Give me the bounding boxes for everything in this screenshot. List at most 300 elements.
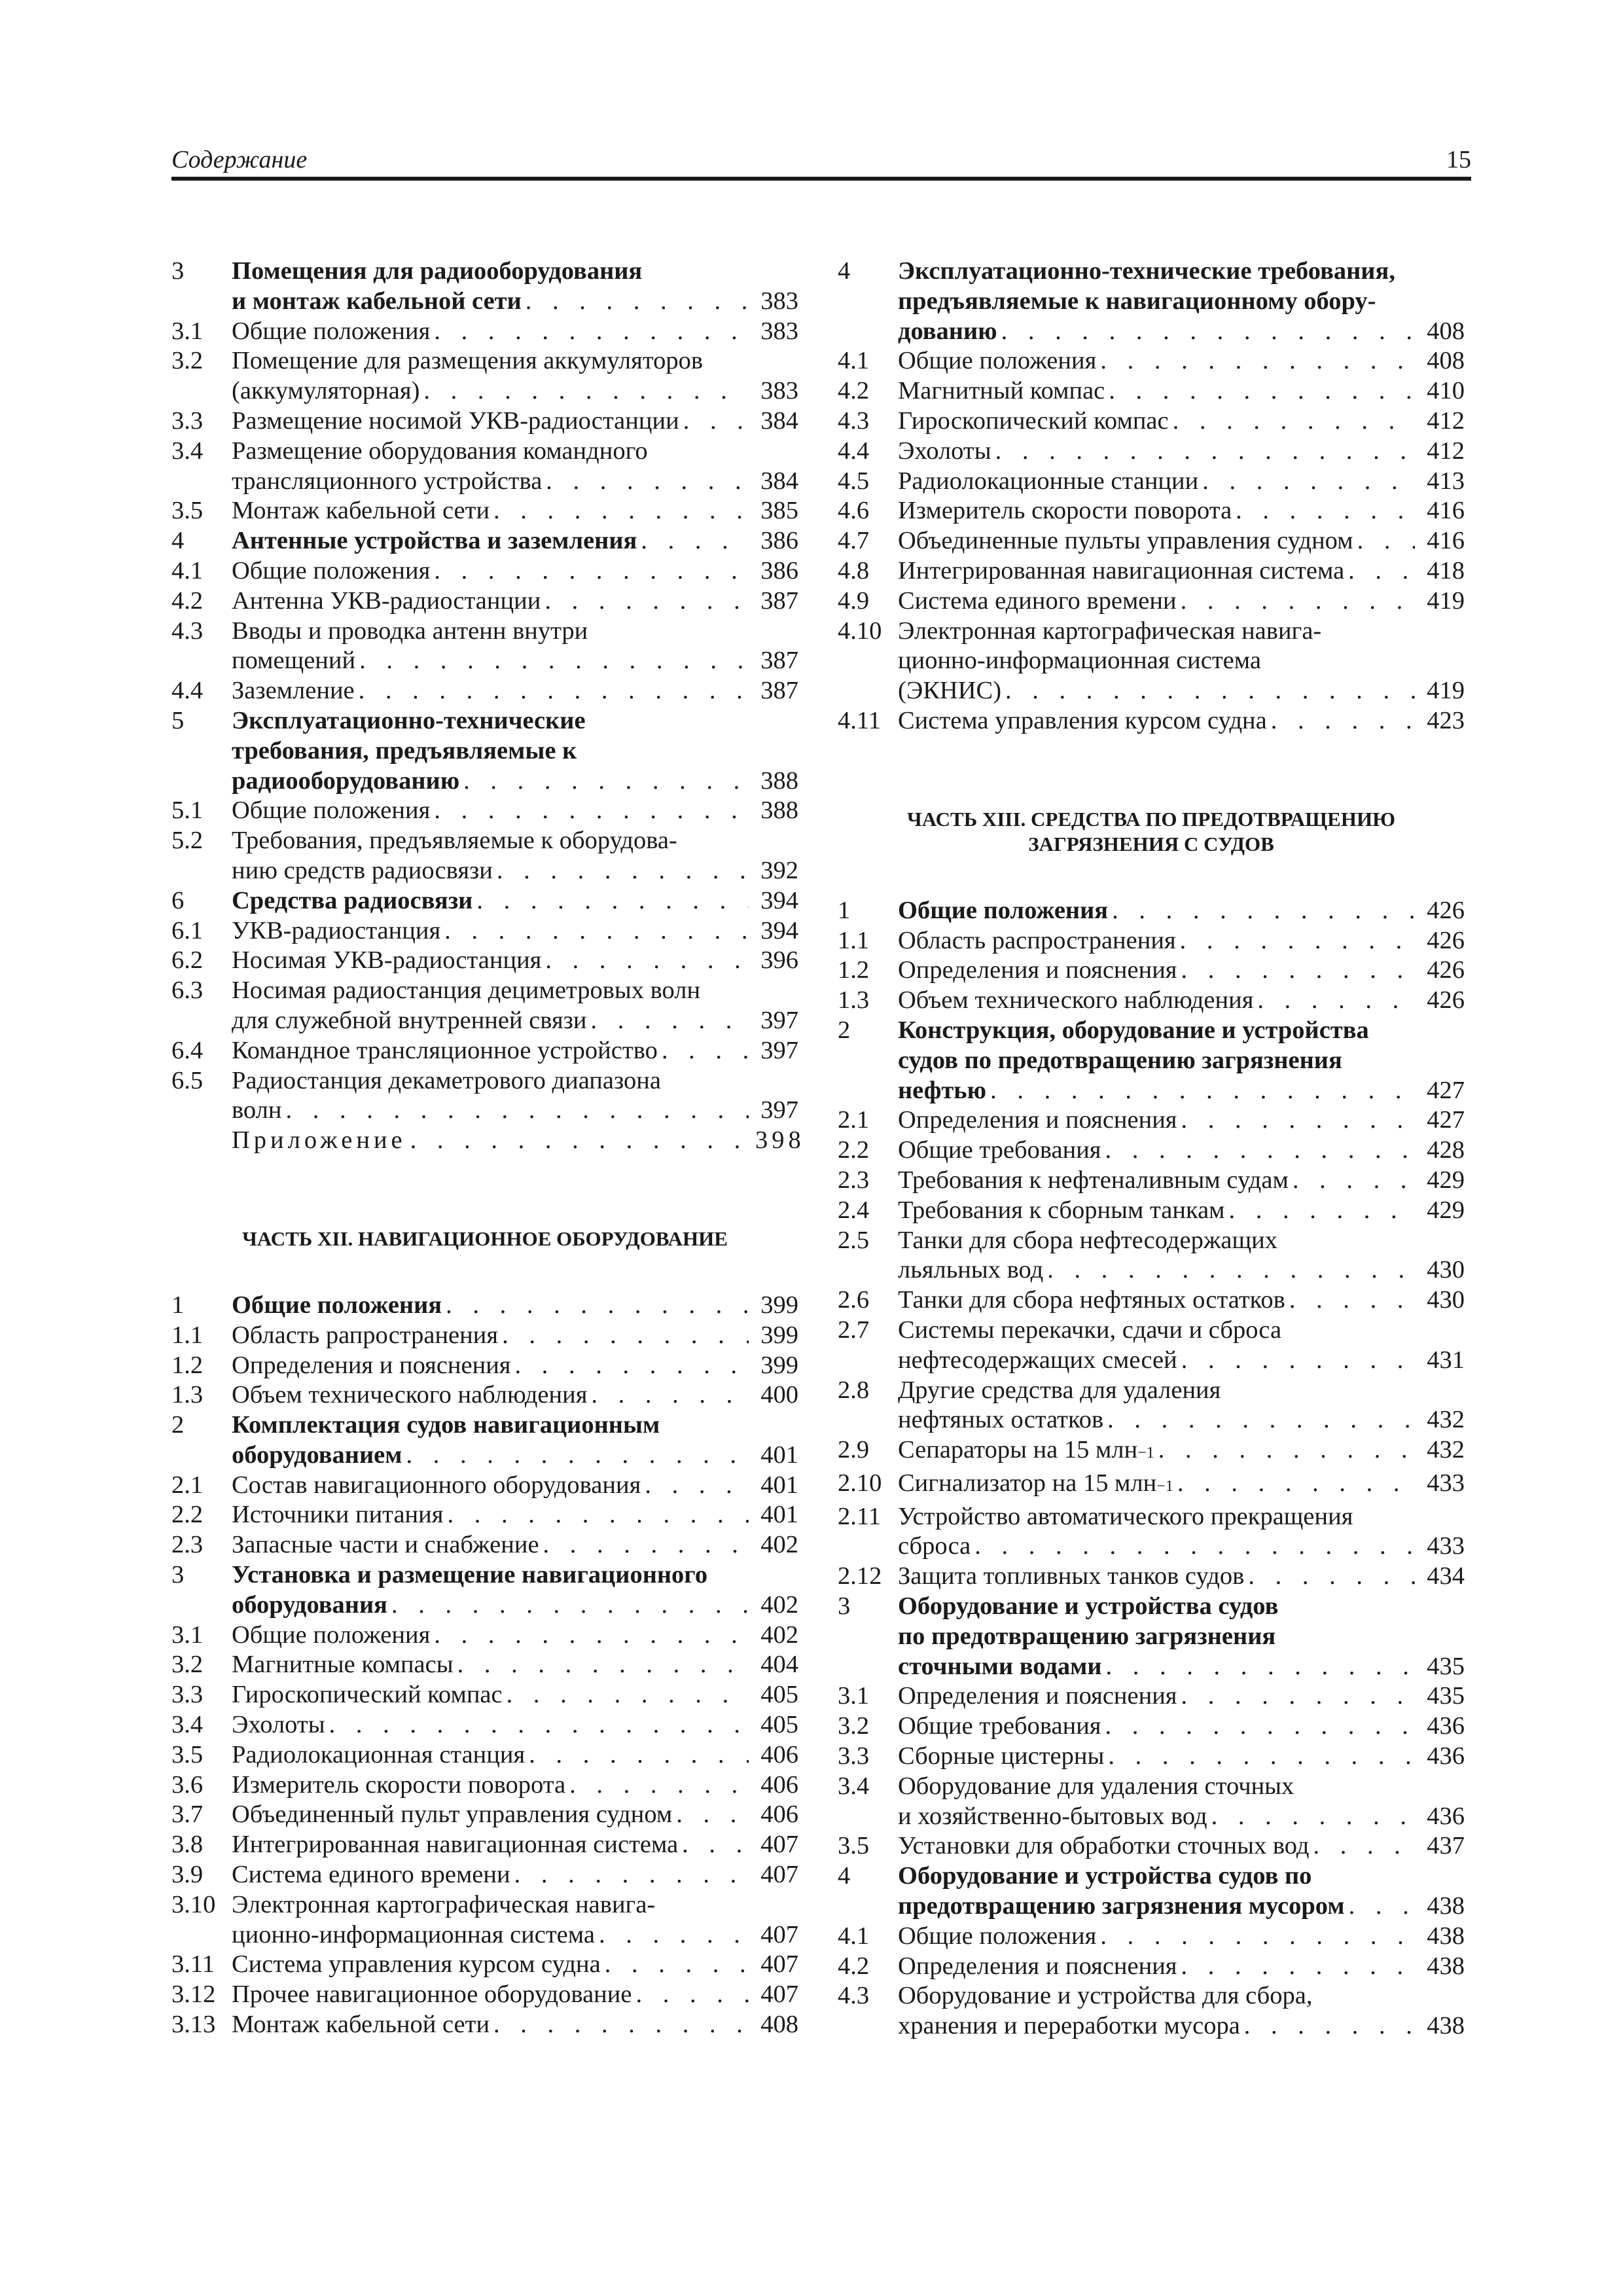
entry-title-text: Установки для обработки сточных вод [898,1832,1310,1860]
page-ref: 407 [760,1920,798,1948]
entry-title [898,257,1465,346]
page-ref: 387 [760,647,798,675]
toc-entry [171,1036,798,1066]
entry-title-text: Общие положения [232,317,431,345]
entry-title [232,2010,798,2040]
entry-title-last-line [232,376,798,406]
toc-entry [838,1316,1465,1376]
dot-leader [1248,1562,1415,1592]
dot-leader [1313,1831,1415,1861]
dot-leader [544,586,749,617]
dot-leader [1348,556,1415,586]
dot-leader [406,1441,749,1471]
dot-leader [514,1860,749,1890]
page-ref: 402 [760,1621,798,1649]
toc-entry [171,406,798,437]
entry-title-last-line [232,1291,798,1321]
page-ref: 401 [760,1501,798,1529]
entry-title [232,1351,798,1381]
entry-number: 3.5 [838,1832,870,1860]
entry-title-line: Системы перекачки, сдачи и сброса [898,1316,1282,1344]
toc-entry [838,896,1465,926]
entry-title-last-line [898,437,1465,467]
entry-title-line: судов по предотвращению загрязнения [898,1046,1342,1074]
entry-number: 3.3 [171,406,204,435]
page-ref: 388 [760,797,798,825]
toc-entry [838,257,1465,346]
part-heading-line: ЧАСТЬ XII. НАВИГАЦИОННОЕ ОБОРУДОВАНИЕ [242,1227,728,1250]
toc-entry [838,1105,1465,1136]
page-ref: 401 [760,1471,798,1499]
entry-title-last-line [232,1920,798,1950]
entry-title-last-line [898,467,1465,497]
entry-title [232,1066,798,1126]
entry-title-last-line [232,1096,798,1126]
page-ref: 413 [1427,467,1465,495]
toc-entry [171,1890,798,1950]
entry-title [898,1742,1465,1772]
entry-title [898,617,1465,706]
entry-title-last-line [232,1680,798,1710]
part-heading [838,807,1465,857]
entry-number: 4.2 [838,1952,870,1980]
page-ref: 405 [760,1681,798,1709]
entry-title-last-line [232,526,798,556]
entry-title [898,1016,1465,1105]
toc-entry [838,1681,1465,1712]
toc-entry [171,1860,798,1890]
toc-entry [171,1321,798,1351]
toc-entry [838,926,1465,956]
entry-title [898,1831,1465,1861]
dot-leader [1244,2011,1415,2041]
toc-entry [838,406,1465,437]
entry-title-line: Помещение для размещения аккумуляторов [232,347,704,375]
entry-title-text: Определения и пояснения [898,1106,1177,1134]
page-ref: 406 [760,1740,798,1768]
dot-leader [1181,1952,1415,1982]
toc-entry [838,706,1465,736]
dot-leader [515,1351,749,1381]
entry-title-text: нефтесодержащих смесей [898,1346,1177,1374]
page-ref: 400 [760,1381,798,1409]
dot-leader [1181,956,1415,986]
dot-leader [545,946,749,976]
entry-title-last-line [898,1166,1465,1196]
entry-title-last-line [898,586,1465,617]
entry-title-text: нефтью [898,1076,987,1104]
toc-entry [171,1380,798,1410]
entry-title-last-line [232,1321,798,1351]
entry-title [898,526,1465,556]
entry-title-text: Требования к сборным танкам [898,1196,1225,1224]
entry-number: 1.3 [171,1381,204,1409]
entry-number: 3.4 [171,1711,204,1739]
page-ref: 436 [1427,1802,1465,1830]
part-heading-line: ЧАСТЬ XIII. СРЕДСТВА ПО ПРЕДОТВРАЩЕНИЮ [907,807,1395,831]
entry-title-last-line [898,1681,1465,1712]
toc-entry [171,1830,798,1860]
entry-title-last-line [232,406,798,437]
entry-title [898,406,1465,437]
entry-number: 4.1 [838,347,870,375]
toc-entry [838,1469,1465,1502]
toc-entry [171,886,798,916]
entry-title-text: Область распространения [898,926,1176,954]
entry-title [898,586,1465,617]
toc-entry [838,1831,1465,1861]
entry-title-text: Объем технического наблюдения [232,1381,588,1409]
entry-title-text: сточными водами [898,1652,1102,1680]
entry-number: 4 [838,1862,851,1890]
toc-entry [171,1770,798,1801]
dot-leader [1181,1105,1415,1136]
toc-entry [171,1500,798,1530]
entry-number: 3.3 [838,1742,870,1770]
entry-title [232,1380,798,1410]
dot-leader [1106,1652,1415,1682]
entry-number: 3 [171,1561,185,1589]
page-ref: 408 [760,2011,798,2039]
dot-leader [974,1532,1415,1562]
dot-leader [1236,496,1415,526]
entry-title-text: Система единого времени [232,1861,510,1889]
entry-title-last-line [232,1036,798,1066]
entry-number: 3.1 [838,1682,870,1710]
toc-entry [171,526,798,556]
page-ref: 437 [1427,1832,1465,1860]
entry-title-last-line [232,556,798,586]
running-header-title: Содержание [171,146,308,173]
toc-entry [838,1016,1465,1105]
entry-title [232,496,798,526]
entry-number: 1.1 [838,926,870,954]
page-ref: 392 [760,856,798,884]
dot-leader [507,1680,749,1710]
entry-title-last-line [898,346,1465,376]
running-header [171,143,1471,181]
dot-leader [1109,376,1415,406]
dot-leader [990,1076,1415,1106]
entry-title-last-line [898,1076,1465,1106]
entry-title-text: Определения и пояснения [898,1682,1177,1710]
page-ref: 435 [1427,1682,1465,1710]
toc-entry [171,1066,798,1126]
dot-leader [1158,1435,1415,1465]
dot-leader [359,676,749,706]
entry-title-text: оборудованием [232,1441,402,1469]
entry-number: 4.4 [838,437,870,465]
toc-entry [171,317,798,347]
entry-title-last-line [898,1802,1465,1832]
dot-leader [446,1291,749,1321]
entry-number: 4.2 [838,377,870,405]
entry-title [232,1036,798,1066]
entry-title-last-line [898,1922,1465,1952]
page-ref: 438 [1427,2012,1465,2040]
entry-title-text: Эхолоты [232,1711,325,1739]
entry-title [232,317,798,347]
entry-title [898,1435,1465,1469]
page-ref: 386 [760,556,798,584]
entry-number: 3 [838,1592,851,1621]
entry-title-last-line [898,1562,1465,1592]
toc-entry [838,1742,1465,1772]
entry-title [898,1681,1465,1712]
entry-title-text: нефтяных остатков [898,1406,1104,1434]
entry-title-last-line [232,1471,798,1501]
toc-entry [838,1196,1465,1226]
toc-entry [171,1980,798,2010]
entry-title-text: Сигнализатор на 15 млн [898,1469,1157,1497]
toc-entry [838,956,1465,986]
page-ref: 430 [1427,1286,1465,1314]
toc-entry [838,1592,1465,1681]
entry-number: 3.13 [171,2011,216,2039]
entry-title [898,437,1465,467]
entry-number: 5 [171,706,185,734]
entry-number: 4.7 [838,527,870,555]
entry-title-last-line [898,1952,1465,1982]
entry-title-text: оборудования [232,1590,387,1619]
entry-title-text: Магнитные компасы [232,1651,454,1679]
entry-title-last-line [232,2010,798,2040]
dot-leader [1289,1285,1415,1316]
page-ref: 407 [760,1981,798,2009]
page-ref: 394 [760,886,798,914]
entry-title-last-line [232,317,798,347]
entry-title [232,586,798,617]
page-ref: 405 [760,1711,798,1739]
entry-title-last-line [232,946,798,976]
dot-leader [1181,1346,1415,1376]
toc-entry [171,586,798,617]
entry-title [898,1136,1465,1166]
entry-number: 2.3 [171,1531,204,1559]
entry-title-last-line [898,986,1465,1016]
entry-title-text: Общие положения [898,896,1109,924]
dot-leader [1181,1681,1415,1712]
entry-title-text: Интегрированная навигационная система [232,1831,679,1859]
dot-leader [1105,1712,1415,1742]
entry-title [232,1740,798,1770]
entry-title-text: Эхолоты [898,437,991,465]
dot-leader [645,1471,749,1501]
dot-leader [683,406,749,437]
toc-entry [838,467,1465,497]
entry-title [898,986,1465,1016]
entry-number: 4 [838,257,851,285]
entry-title-text: Монтаж кабельной сети [232,497,490,525]
entry-title [898,467,1465,497]
entry-title-last-line [898,526,1465,556]
dot-leader [329,1710,749,1740]
entry-number: 4.6 [838,497,870,525]
entry-number: 2.10 [838,1469,882,1497]
dot-leader [434,556,749,586]
entry-title-line: Другие средства для удаления [898,1376,1221,1404]
entry-title-text: Область рапространения [232,1321,499,1349]
entry-number: 1 [171,1291,185,1319]
entry-title [898,346,1465,376]
dot-leader [599,1920,749,1950]
entry-title-last-line [898,1196,1465,1226]
entry-title-last-line [232,676,798,706]
entry-number: 2 [171,1411,185,1439]
entry-title [898,1922,1465,1952]
entry-number: 3.10 [171,1890,216,1918]
entry-title-last-line [232,766,798,797]
entry-title-line: предъявляемые к навигационному обору- [898,287,1376,315]
entry-title-text: Объединенные пульты управления судном [898,527,1353,555]
entry-title-last-line [898,1105,1465,1136]
toc-entry [171,1621,798,1651]
entry-title-last-line [898,556,1465,586]
entry-title-text: Антенна УКВ-радиостанции [232,586,541,615]
page-number: 15 [1446,146,1471,173]
entry-title-text: Защита топливных танков судов [898,1562,1245,1590]
entry-title [232,1770,798,1801]
toc-entry [171,946,798,976]
entry-title-text: Состав навигационного оборудования [232,1471,641,1499]
toc-entry [838,1285,1465,1316]
dot-leader [1100,1922,1415,1952]
entry-title-text: Система управления курсом судна [898,706,1267,734]
dot-leader [359,646,749,676]
entry-title [232,1291,798,1321]
dot-leader [1349,1892,1415,1922]
entry-number: 6.4 [171,1036,204,1064]
entry-title-line: Радиостанция декаметрового диапазона [232,1066,661,1094]
entry-number: 4.8 [838,556,870,584]
page-ref: 432 [1427,1436,1465,1464]
toc-entry [838,437,1465,467]
entry-title [898,1469,1465,1502]
toc-entry [171,1291,798,1321]
entry-title-text: сброса [898,1532,971,1560]
page-ref: 427 [1427,1106,1465,1134]
entry-number: 6.2 [171,946,204,975]
page-ref: 438 [1427,1952,1465,1980]
section-spacer [838,736,1465,807]
superscript: −1 [1137,1444,1154,1462]
entry-title [232,406,798,437]
entry-title-text: Средства радиосвязи [232,886,473,914]
entry-title [232,1530,798,1560]
entry-title [898,1166,1465,1196]
entry-title-last-line [232,1441,798,1471]
entry-title-text: Сборные цистерны [898,1742,1105,1770]
entry-title-text: Объединенный пульт управления судном [232,1801,673,1829]
entry-title-text: Требования к нефтеналивным судам [898,1166,1289,1194]
entry-title-text: льяльных вод [898,1256,1044,1284]
entry-title [232,1126,805,1156]
page-ref: 426 [1427,926,1465,954]
page-ref: 436 [1427,1712,1465,1740]
entry-title [898,1592,1465,1681]
entry-title-text: Радиолокационная станция [232,1740,526,1768]
dot-leader [1001,317,1415,347]
dot-leader [1112,896,1415,926]
page-ref: 432 [1427,1406,1465,1434]
toc-entry [171,1710,798,1740]
toc-entry [838,1136,1465,1166]
page-ref: 416 [1427,497,1465,525]
entry-title-text: Общие положения [898,347,1097,375]
entry-title-text: нию средств радиосвязи [232,856,493,884]
entry-title-text: Общие положения [232,797,431,825]
entry-title [232,1860,798,1890]
entry-title-line: Комплектация судов навигационным [232,1411,660,1439]
entry-number: 2.12 [838,1562,882,1590]
entry-title-last-line [232,1006,798,1036]
entry-number: 3.2 [838,1712,870,1740]
page-ref: 383 [760,287,798,315]
entry-title-last-line [232,886,798,916]
entry-number: 3.7 [171,1801,204,1829]
entry-title-text: и монтаж кабельной сети [232,287,522,315]
entry-title-text: радиооборудованию [232,766,460,795]
entry-title-line: Носимая радиостанция дециметровых волн [232,977,701,1005]
entry-title-last-line [232,916,798,946]
toc-entry [171,1126,805,1156]
entry-title [232,826,798,886]
entry-title-last-line [232,586,798,617]
entry-title-text: Измеритель скорости поворота [232,1770,566,1799]
section-spacer [171,1156,798,1227]
entry-number: 3.12 [171,1981,216,2009]
entry-number: 3.4 [171,437,204,465]
toc-entry [838,617,1465,706]
entry-title-text: Интегрированная навигационная система [898,556,1345,584]
entry-title-last-line [898,2011,1465,2041]
dot-leader [497,856,749,886]
entry-title-last-line [232,1530,798,1560]
entry-title-last-line [232,1950,798,1980]
dot-leader [605,1950,749,1980]
entry-title [898,1562,1465,1592]
entry-title-line: Эксплуатационно-технические [232,706,586,734]
dot-leader [502,1321,749,1351]
toc-entry [838,1562,1465,1592]
page-ref: 386 [760,527,798,555]
page-ref: 387 [760,677,798,705]
entry-title-line: Требования, предъявляемые к оборудова- [232,827,677,855]
page-ref: 408 [1427,347,1465,375]
entry-title-line: ционно-информационная система [898,647,1261,675]
entry-title-last-line [898,1136,1465,1166]
toc-entry [838,346,1465,376]
entry-title-last-line [232,1740,798,1770]
entry-title-last-line [898,1712,1465,1742]
entry-title-text: Общие положения [232,556,431,584]
entry-title [232,976,798,1036]
entry-title-last-line [232,1980,798,2010]
page-ref: 384 [760,406,798,435]
entry-title-text: УКВ-радиостанция [232,916,441,944]
toc-entry [171,496,798,526]
dot-leader [1105,1136,1415,1166]
entry-title [232,886,798,916]
page-ref: 412 [1427,406,1465,435]
entry-title-last-line [232,1380,798,1410]
toc-entry [838,1502,1465,1562]
dot-leader [476,886,749,916]
entry-number: 2.1 [171,1471,204,1499]
entry-title-last-line [232,1590,798,1621]
toc-entry [838,1376,1465,1436]
entry-title [898,1772,1465,1832]
